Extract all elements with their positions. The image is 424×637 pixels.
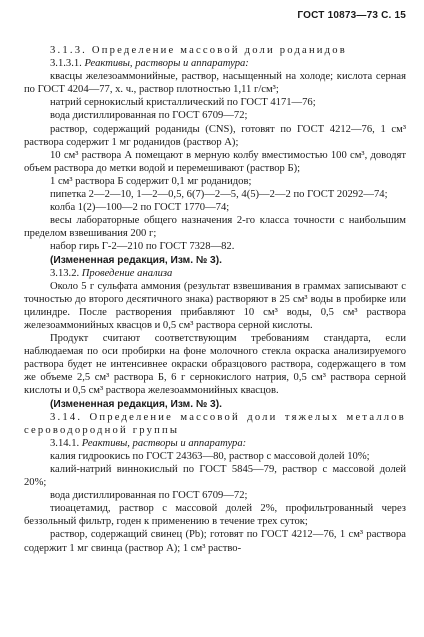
section-number: 3.13.2. <box>50 267 82 279</box>
paragraph: набор гирь Г-2—210 по ГОСТ 7328—82. <box>50 241 235 253</box>
paragraph <box>24 437 406 450</box>
paragraph: весы лабораторные общего назначения 2-го класса точности с наибольшим пределом взвешивания 200 г; <box>24 215 406 240</box>
paragraph: 10 см³ раствора А помещают в мерную колбу вместимостью 100 см³, доводят объем раствора до метки водой и перемешивают (раствор Б); <box>24 149 406 174</box>
section-number: 3.1.3.1. <box>50 58 85 70</box>
paragraph: 3.1.3. Определение массовой доли роданидов <box>50 45 347 56</box>
paragraph: Продукт считают соответствующим требованиям стандарта, если наблюдаемая по оси пробирки на фоне молочного стекла окраска анализируемого раствора будет не интенсивнее окраски образцового раствора, содержащего в том же объеме 2,5 см³ раствора Б, 6 г сернокислого натрия, 0,5 см³ раствора серной кислоты и 0,5 см³ раствора железоаммонийных квасцов. <box>24 333 406 397</box>
section-subtitle: Проведение анализа <box>81 267 173 279</box>
paragraph: раствор, содержащий роданиды (CNS), готовят по ГОСТ 4212—76, 1 см³ раствора содержит 1 мг роданидов (раствор А); <box>24 123 406 148</box>
document-body <box>24 44 406 555</box>
section-subtitle: Реактивы, растворы и аппаратура: <box>81 437 247 449</box>
paragraph: пипетка 2—2—10, 1—2—0,5, 6(7)—2—5, 4(5)—2—2 по ГОСТ 20292—74; <box>50 189 388 201</box>
paragraph: квасцы железоаммонийные, раствор, насыщенный на холоде; кислота серная по ГОСТ 4204—77, х. ч., раствор плотностью 1,11 г/см³; <box>24 71 406 96</box>
running-header: ГОСТ 10873—73 С. 15 <box>297 10 406 21</box>
paragraph: (Измененная редакция, Изм. № 3). <box>50 254 222 266</box>
paragraph: калий-натрий виннокислый по ГОСТ 5845—79, раствор с массовой долей 20%; <box>24 464 406 489</box>
section-number: 3.14.1. <box>50 437 82 449</box>
paragraph: натрий сернокислый кристаллический по ГОСТ 4171—76; <box>50 97 316 109</box>
paragraph: вода дистиллированная по ГОСТ 6709—72; <box>50 110 248 122</box>
section-subtitle: Реактивы, растворы и аппаратура: <box>84 58 249 70</box>
paragraph: Около 5 г сульфата аммония (результат взвешивания в граммах записывают с точностью до второго десятичного знака) растворяют в 25 см³ воды в пробирке или цилиндре. После растворения прибавляют 10 см³ воды, 0,5 см³ раствора железоаммонийных квасцов и 0,5 см³ раствора серной кислоты. <box>24 280 406 331</box>
paragraph: калия гидроокись по ГОСТ 24363—80, раствор с массовой долей 10%; <box>50 450 370 462</box>
paragraph: тиоацетамид, раствор с массовой долей 2%, профильтрованный через беззольный фильтр, годен к применению в течение трех суток; <box>24 503 406 528</box>
paragraph: раствор, содержащий свинец (Pb); готовят по ГОСТ 4212—76, 1 см³ раствора содержит 1 мг свинца (раствор А); 1 см³ раство- <box>24 529 406 554</box>
paragraph: 3.14. Определение массовой доли тяжелых металлов сероводородной группы <box>24 411 406 436</box>
paragraph: вода дистиллированная по ГОСТ 6709—72; <box>50 490 248 502</box>
paragraph <box>24 57 406 70</box>
paragraph: (Измененная редакция, Изм. № 3). <box>50 398 222 410</box>
paragraph <box>24 267 406 280</box>
paragraph: колба 1(2)—100—2 по ГОСТ 1770—74; <box>50 202 230 214</box>
paragraph: 1 см³ раствора Б содержит 0,1 мг роданидов; <box>50 175 252 187</box>
